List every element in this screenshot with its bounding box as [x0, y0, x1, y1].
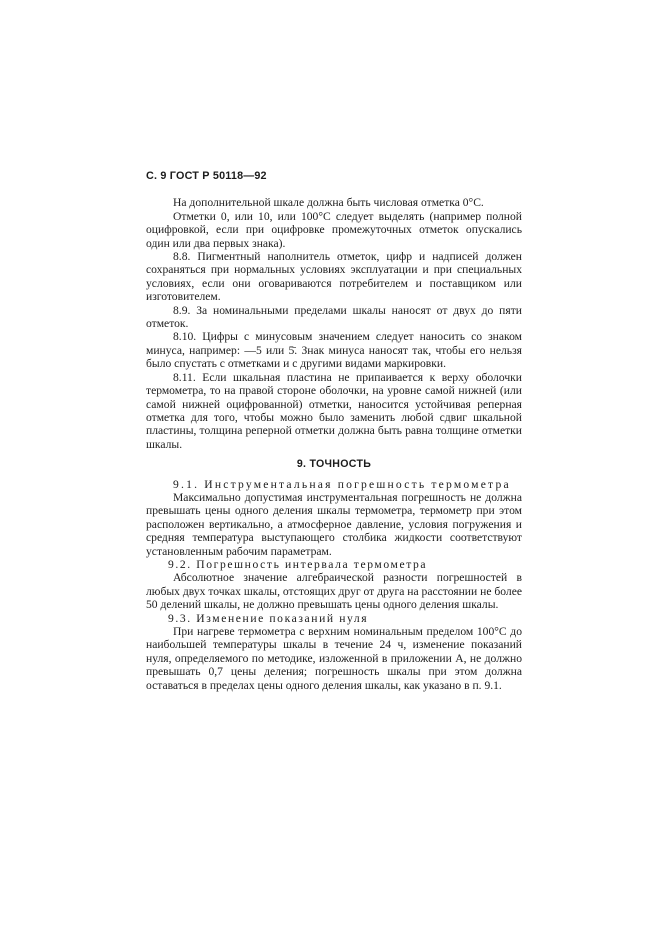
paragraph-9-2: Абсолютное значение алгебраической разности погрешностей в любых двух точках шкалы, отстоящих друг от друга на расстоянии не более 50 делений шкалы, не должно превышать цены одного деления шкалы.: [146, 571, 522, 612]
paragraph-8-9: 8.9. За номинальными пределами шкалы наносят от двух до пяти отметок.: [146, 303, 522, 331]
paragraph-9-3: При нагреве термометра с верхним номинальным пределом 100°С до наибольшей температуры шкалы в течение 24 ч, изменение показаний нуля, определяемого по методике, изложенной в приложении А, не должно превышать 0,7 цены деления; погрешность шкалы при этом должна оставаться в пределах цены одного деления шкалы, как указано в п. 9.1.: [146, 625, 522, 692]
document-page: [146, 170, 522, 692]
paragraph-9-1: Максимально допустимая инструментальная погрешность не должна превышать цены одного деления шкалы термометра, термометр при этом расположен вертикально, а атмосферное давление, условия погружения и средняя температура выступающего столбика жидкости соответствуют установленным рабочим параметрам.: [146, 490, 522, 558]
heading-9-2: 9.2. Погрешность интервала термометра: [168, 557, 428, 571]
paragraph-mark-highlight: Отметки 0, или 10, или 100°С следует выделять (например полной оцифровкой, если при оцифровке промежуточных отметок опускались один или два первых знака).: [146, 209, 522, 250]
paragraph-8-10: 8.10. Цифры с минусовым значением следует наносить со знаком минуса, например: —5 или 5̄. Знак минуса наносят так, чтобы его нельзя было спустать с отметками и с другими видами маркировки.: [146, 330, 522, 371]
paragraph-zero-mark: На дополнительной шкале должна быть числовая отметка 0°С.: [173, 196, 484, 210]
paragraph-8-11: 8.11. Если шкальная пластина не припаивается к верху оболочки термометра, то на правой стороне оболочки, на уровне самой нижней (или самой нижней оцифрованной) отметки, наносится устойчивая реперная отметка для того, чтобы можно было заменить любой сдвиг шкальной пластины, толщина реперной отметки должна быть равна толщине отметки шкалы.: [146, 370, 522, 451]
page-header: С. 9 ГОСТ Р 50118—92: [146, 170, 267, 182]
heading-9-1: 9.1. Инструментальная погрешность термометра: [173, 477, 511, 491]
heading-9-3: 9.3. Изменение показаний нуля: [168, 611, 369, 625]
section-title-accuracy: 9. ТОЧНОСТЬ: [296, 458, 372, 471]
paragraph-8-8: 8.8. Пигментный наполнитель отметок, цифр и надписей должен сохраняться при нормальных условиях эксплуатации и при специальных условиях, если они оговариваются потребителем и поставщиком или изготовителем.: [146, 250, 522, 304]
